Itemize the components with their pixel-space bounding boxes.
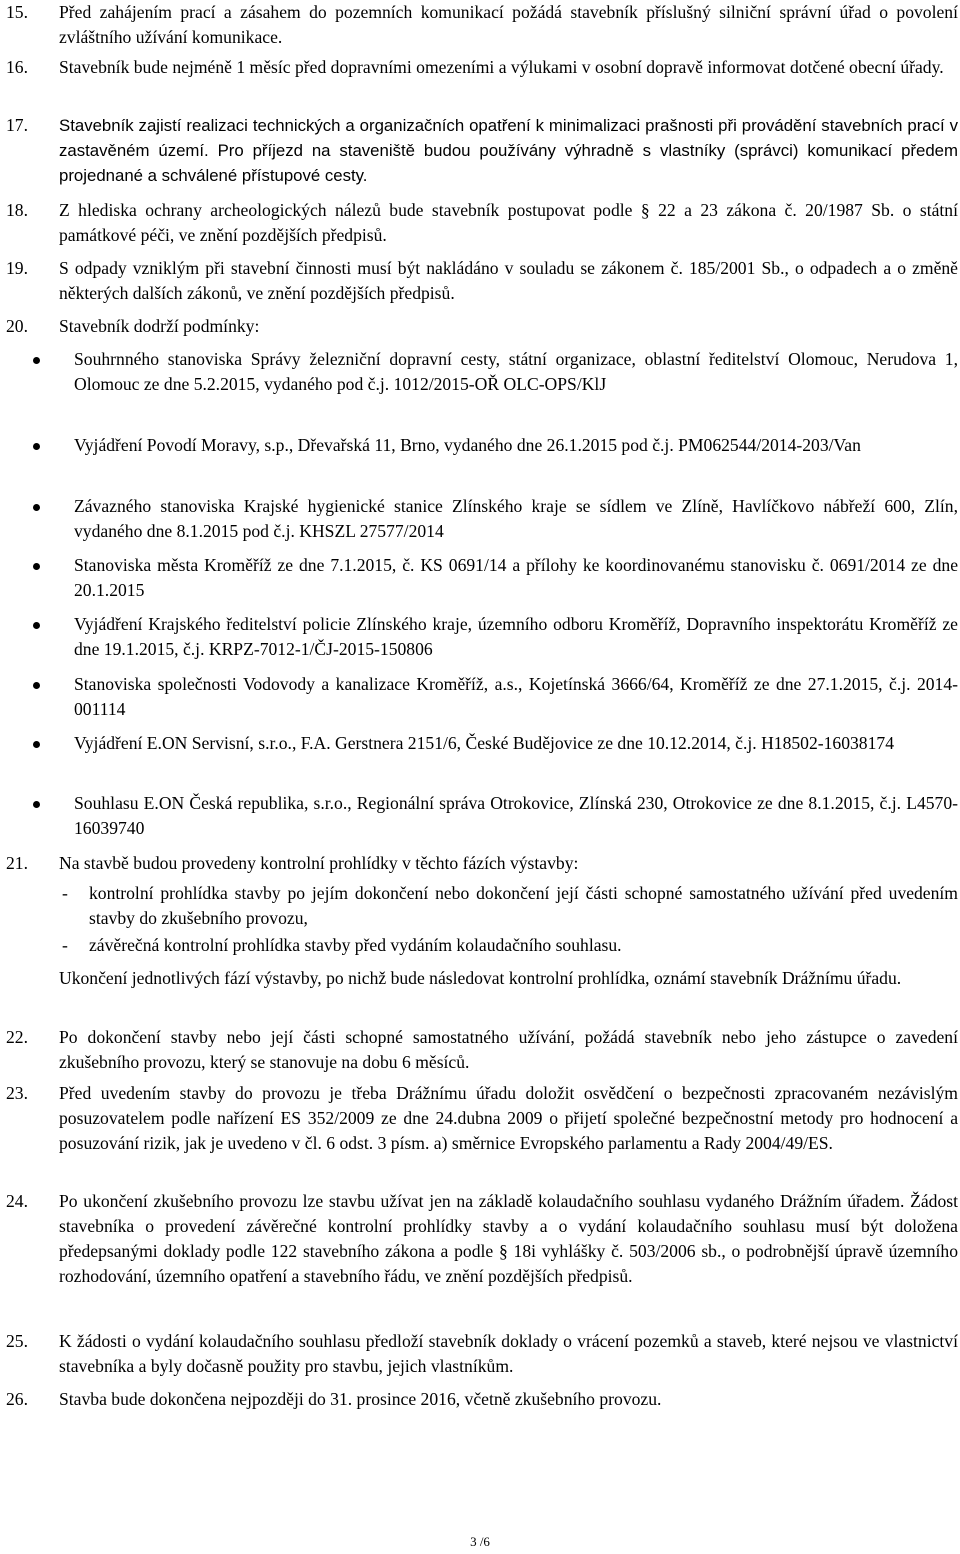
item-number: 15. (6, 2, 28, 22)
item-text: S odpady vzniklým při stavební činnosti musí být nakládáno v souladu se zákonem č. 185/2001 Sb., o odpadech a o změně některých dalších zákonů, ve znění pozdějších předpisů. (59, 258, 958, 303)
bullet-item (0, 494, 958, 544)
item-number: 17. (6, 115, 28, 135)
bullet-item (0, 553, 958, 603)
condition-item-15 (0, 0, 958, 50)
item-number: 23. (6, 1083, 28, 1103)
item-number: 19. (6, 258, 28, 278)
condition-item-24 (0, 1189, 958, 1289)
item21-note: Ukončení jednotlivých fází výstavby, po nichž bude následovat kontrolní prohlídka, oznámí stavebník Drážnímu úřadu. (59, 968, 902, 988)
bullet-item (0, 672, 958, 722)
item-number: 26. (6, 1389, 28, 1409)
bullet-item (0, 612, 958, 662)
item-number: 18. (6, 200, 28, 220)
item-text: Po ukončení zkušebního provozu lze stavbu užívat jen na základě kolaudačního souhlasu vydaného Drážním úřadem. Žádost stavebníka o provedení závěrečné kontrolní prohlídky stavby a o vydání kolaudačního souhlasu musí být doložena předepsanými doklady podle 122 stavebního zákona a podle § 18i vyhlášky č. 503/2006 sb., o podrobnější úpravě územního rozhodování, územního opatření a stavebního řádu, ve znění pozdějších předpisů. (59, 1191, 958, 1286)
bullet-text: Vyjádření E.ON Servisní, s.r.o., F.A. Gerstnera 2151/6, České Budějovice ze dne 10.12.2014, č.j. H18502-16038174 (74, 733, 894, 753)
item-text: Před zahájením prací a zásahem do pozemních komunikací požádá stavebník příslušný silniční správní úřad o povolení zvláštního užívání komunikace. (59, 2, 958, 47)
bullet-text: Souhlasu E.ON Česká republika, s.r.o., Regionální správa Otrokovice, Zlínská 230, Otrokovice ze dne 8.1.2015, č.j. L4570-16039740 (74, 793, 958, 838)
condition-item-18 (0, 198, 958, 248)
bullet-icon (33, 357, 40, 364)
item-text: Z hlediska ochrany archeologických nálezů bude stavebník postupovat podle § 22 a 23 zákona č. 20/1987 Sb. o státní památkové péči, ve znění pozdějších předpisů. (59, 200, 958, 245)
condition-item-21 (0, 851, 958, 876)
item-number: 16. (6, 57, 28, 77)
condition-item-23 (0, 1081, 958, 1156)
bullet-text: Vyjádření Povodí Moravy, s.p., Dřevařská 11, Brno, vydaného dne 26.1.2015 pod č.j. PM062544/2014-203/Van (74, 435, 861, 455)
bullet-icon (33, 682, 40, 689)
condition-item-19 (0, 256, 958, 306)
condition-item-17 (0, 113, 958, 188)
dash-mark: - (62, 935, 68, 955)
item-text: Stavebník zajistí realizaci technických a organizačních opatření k minimalizaci prašnosti při provádění stavebních prací v zastavěném území. Pro příjezd na staveniště budou používány výhradně s vlastníky (správci) komunikací předem projednané a schválené přístupové cesty. (59, 116, 958, 185)
bullet-icon (33, 741, 40, 748)
item-text: Stavebník dodrží podmínky: (59, 316, 260, 336)
item-text: Před uvedením stavby do provozu je třeba Drážnímu úřadu doložit osvědčení o bezpečnosti zpracovaném nezávislým posuzovatelem podle nařízení ES 352/2009 ze dne 24.dubna 2009 o přijetí společné bezpečnostní metody pro hodnocení a posuzování rizik, jak je uvedeno v čl. 6 odst. 3 písm. a) směrnice Evropského parlamentu a Rady 2004/49/ES. (59, 1083, 958, 1153)
dash-mark: - (62, 883, 68, 903)
condition-item-16 (0, 55, 958, 80)
bullet-text: Souhrnného stanoviska Správy železniční dopravní cesty, státní organizace, oblastní ředitelství Olomouc, Nerudova 1, Olomouc ze dne 5.2.2015, vydaného pod č.j. 1012/2015-OŘ OLC-OPS/KlJ (74, 349, 958, 394)
bullet-icon (33, 443, 40, 450)
bullet-icon (33, 801, 40, 808)
bullet-icon (33, 563, 40, 570)
condition-item-20 (0, 314, 958, 339)
item-text: K žádosti o vydání kolaudačního souhlasu předloží stavebník doklady o vrácení pozemků a staveb, které nejsou ve vlastnictví stavebníka a byly dočasně použity pro stavbu, jejich vlastníkům. (59, 1331, 958, 1376)
item-text: Po dokončení stavby nebo její části schopné samostatného užívání, požádá stavebník nebo jeho zástupce o zavedení zkušebního provozu, který se stanovuje na dobu 6 měsíců. (59, 1027, 958, 1072)
bullet-text: Závazného stanoviska Krajské hygienické stanice Zlínského kraje se sídlem ve Zlíně, Havlíčkovo nábřeží 600, Zlín, vydaného dne 8.1.2015 pod č.j. KHSZL 27577/2014 (74, 496, 958, 541)
bullet-icon (33, 504, 40, 511)
bullet-item (0, 731, 958, 756)
bullet-item (0, 347, 958, 397)
condition-item-26 (0, 1387, 958, 1412)
item-number: 24. (6, 1191, 28, 1211)
item-text: Na stavbě budou provedeny kontrolní prohlídky v těchto fázích výstavby: (59, 853, 579, 873)
dash-text: závěrečná kontrolní prohlídka stavby před vydáním kolaudačního souhlasu. (89, 935, 622, 955)
bullet-icon (33, 622, 40, 629)
item-text: Stavebník bude nejméně 1 měsíc před dopravními omezeními a výlukami v osobní dopravě informovat dotčené obecní úřady. (59, 57, 944, 77)
bullet-text: Stanoviska města Kroměříž ze dne 7.1.2015, č. KS 0691/14 a přílohy ke koordinovanému stanovisku č. 0691/2014 ze dne 20.1.2015 (74, 555, 958, 600)
page-number: 3 /6 (470, 1534, 490, 1549)
item-number: 22. (6, 1027, 28, 1047)
item-number: 20. (6, 316, 28, 336)
dash-item (0, 933, 958, 958)
bullet-item (0, 433, 958, 458)
item-text: Stavba bude dokončena nejpozději do 31. prosince 2016, včetně zkušebního provozu. (59, 1389, 662, 1409)
dash-text: kontrolní prohlídka stavby po jejím dokončení nebo dokončení její části schopné samostatného užívání před uvedením stavby do zkušebního provozu, (89, 883, 958, 928)
condition-item-25 (0, 1329, 958, 1379)
bullet-text: Vyjádření Krajského ředitelství policie Zlínského kraje, územního odboru Kroměříž, Dopravního inspektorátu Kroměříž ze dne 19.1.2015, č.j. KRPZ-7012-1/ČJ-2015-150806 (74, 614, 958, 659)
condition-item-22 (0, 1025, 958, 1075)
bullet-item (0, 791, 958, 841)
item-number: 25. (6, 1331, 28, 1351)
bullet-text: Stanoviska společnosti Vodovody a kanalizace Kroměříž, a.s., Kojetínská 3666/64, Kroměříž ze dne 27.1.2015, č.j. 2014-001114 (74, 674, 958, 719)
dash-item (0, 881, 958, 931)
item-number: 21. (6, 853, 28, 873)
